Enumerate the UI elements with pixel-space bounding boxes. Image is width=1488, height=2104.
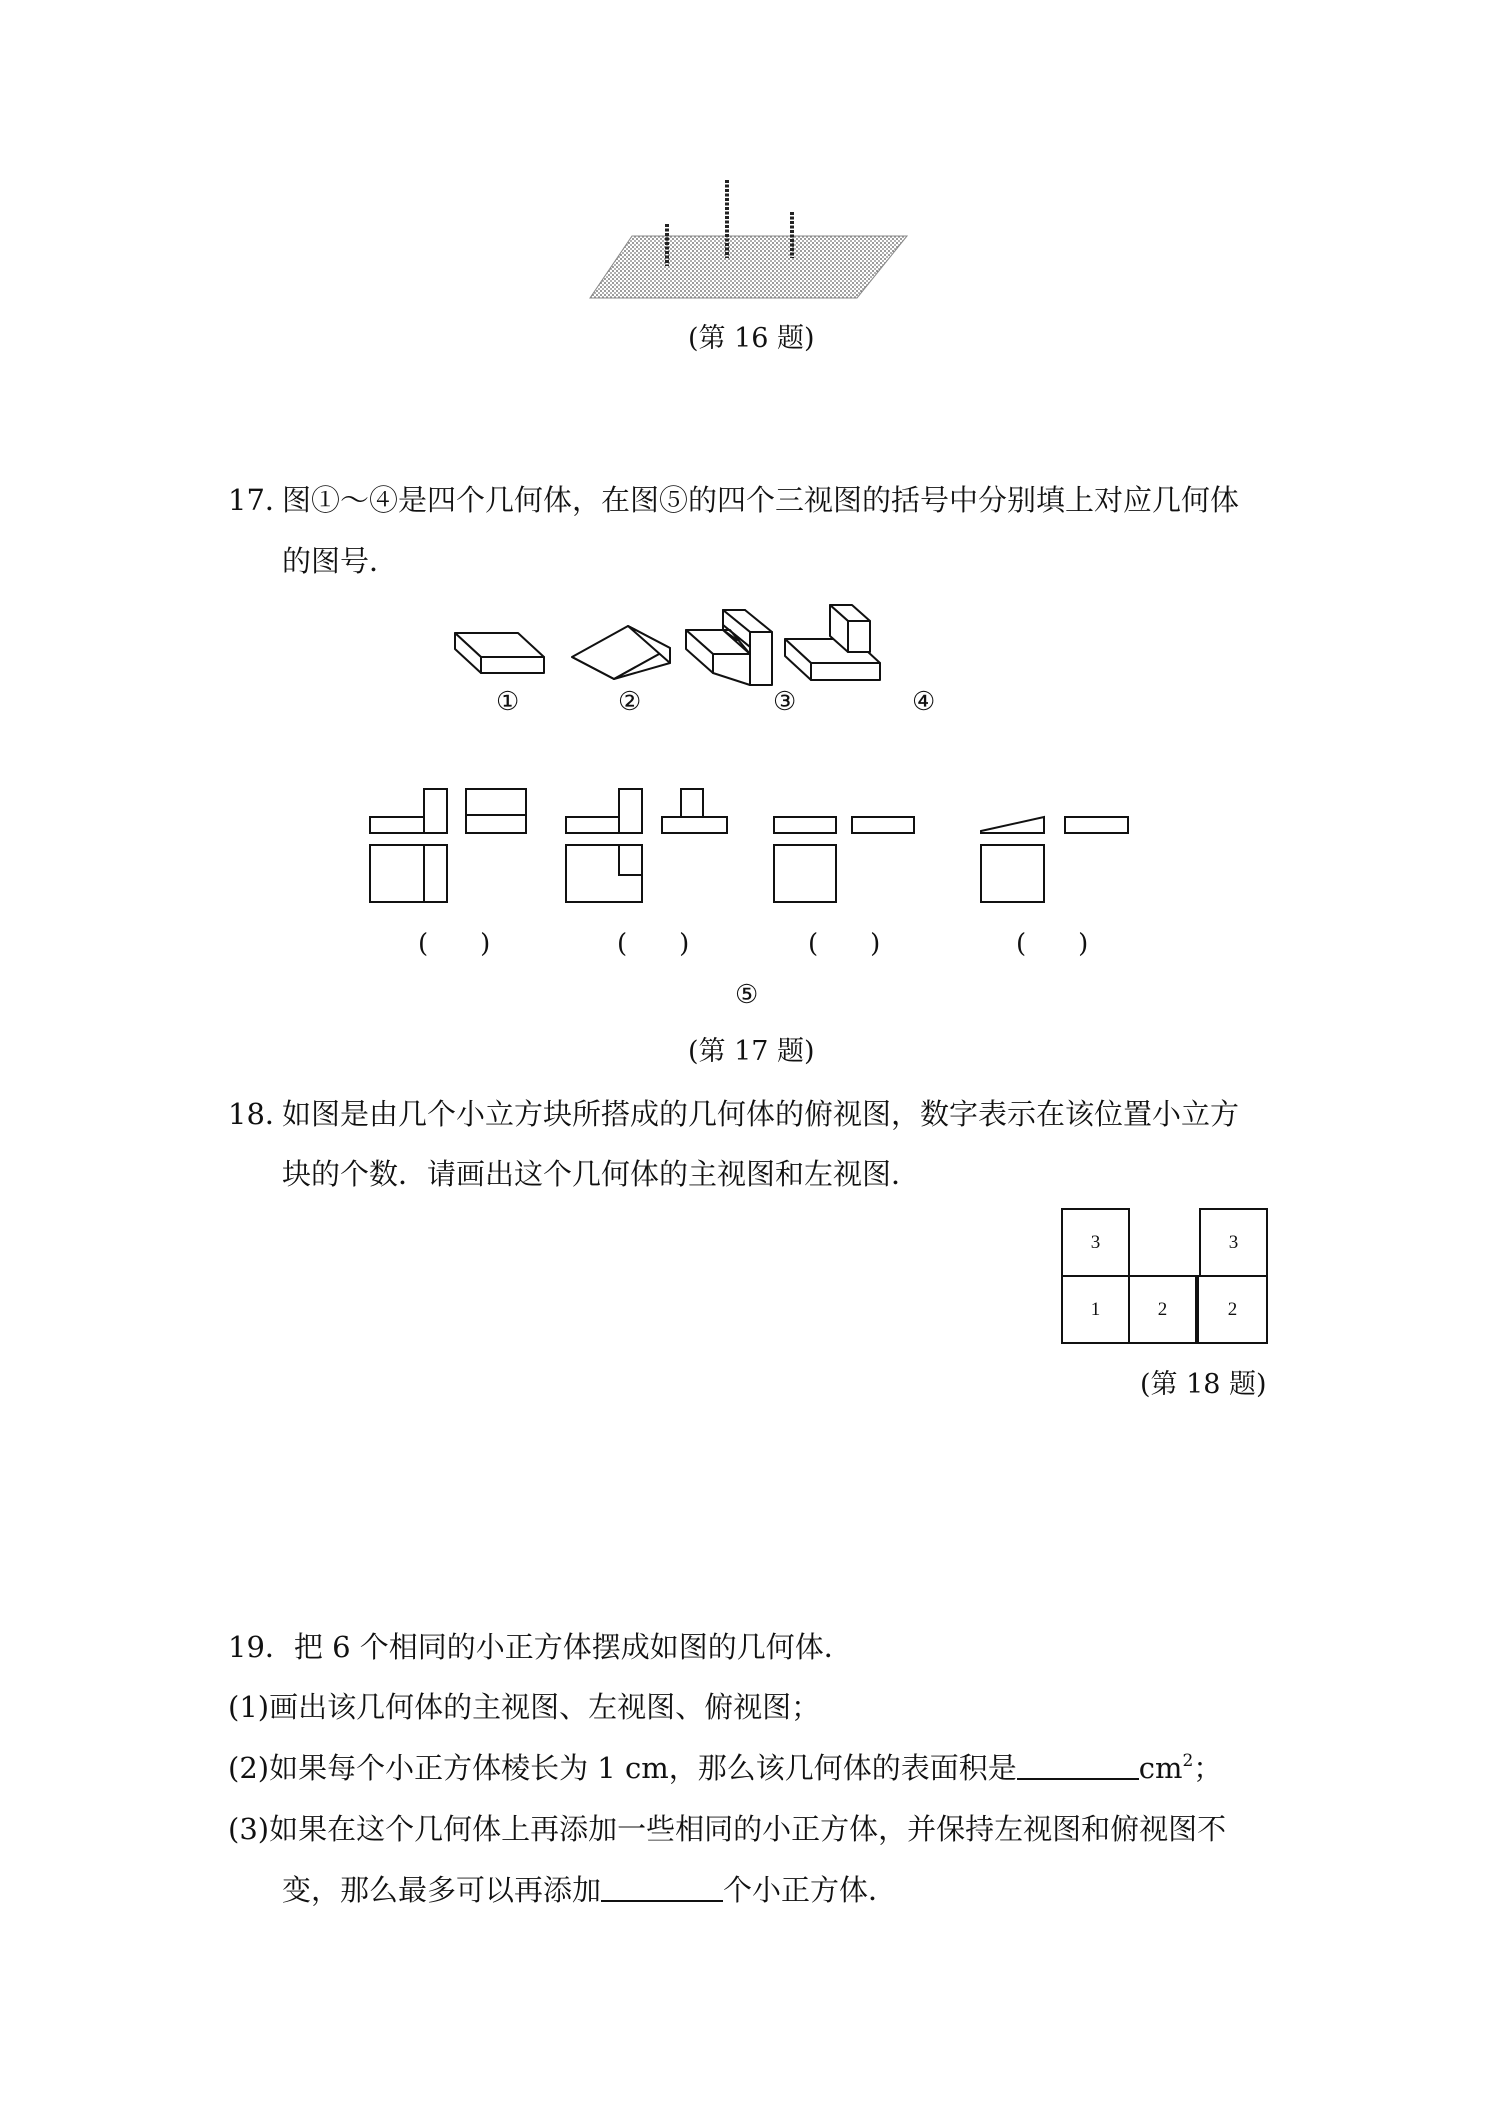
q17-solid-4-base-cube: [785, 605, 880, 680]
q19-part3-text: 变，那么最多可以再添加: [282, 1873, 602, 1907]
q16-figure: [580, 170, 920, 310]
q17-solid-3-l-shape: [686, 610, 772, 685]
q19-part2-text: (2)如果每个小正方体棱长为 1 cm，那么该几何体的表面积是: [228, 1751, 1017, 1785]
q18-number: 18．: [228, 1097, 294, 1131]
q17-paren-3: ( ): [808, 929, 881, 959]
q17-view-set-c: [774, 817, 914, 902]
q17-solids: [440, 585, 1000, 685]
q17-view-set-b: [566, 789, 727, 902]
q19-line0: 19．把 6 个相同的小正方体摆成如图的几何体．: [228, 1630, 853, 1664]
q17-solid-label-1: ①: [496, 687, 520, 717]
q17-solid-label-2: ②: [618, 687, 642, 717]
q19-part2-end: ；: [1193, 1751, 1223, 1785]
q17-solid-label-4: ④: [912, 687, 936, 717]
q18-cell-top-middle: [1130, 1208, 1199, 1277]
q17-paren-4: ( ): [1016, 929, 1089, 959]
q19-part2: [228, 1751, 1223, 1785]
q19-part3-line2: [282, 1873, 898, 1907]
q19-part2-unit-exponent: 2: [1182, 1751, 1194, 1771]
q18-cell-bottom-left: 1: [1061, 1275, 1130, 1344]
q17-line1: 图①～④是四个几何体，在图⑤的四个三视图的括号中分别填上对应几何体: [282, 483, 1240, 517]
q19-part3-line1: (3)如果在这个几何体上再添加一些相同的小正方体，并保持左视图和俯视图不: [228, 1812, 1227, 1846]
q18-cell-top-right: 3: [1199, 1208, 1268, 1277]
q19-part3-answer-blank[interactable]: [601, 1876, 723, 1902]
q17-three-views: [360, 775, 1140, 915]
q17-paren-2: ( ): [617, 929, 690, 959]
q17-paren-1: ( ): [418, 929, 491, 959]
q19-part2-answer-blank[interactable]: [1017, 1754, 1139, 1780]
q18-cell-bottom-right: 2: [1197, 1275, 1268, 1344]
q16-caption: (第 16 题): [688, 323, 815, 354]
q17-solid-2-wedge: [572, 626, 670, 679]
q19-part3-end: 个小正方体．: [723, 1873, 898, 1907]
q18-line1: 如图是由几个小立方块所搭成的几何体的俯视图，数字表示在该位置小立方: [282, 1097, 1240, 1131]
q18-top-view-grid: [1061, 1208, 1268, 1346]
q17-solid-1-flat-box: [455, 633, 544, 673]
q17-line2: 的图号．: [282, 544, 399, 578]
q17-caption: (第 17 题): [688, 1036, 815, 1067]
q17-solid-label-3: ③: [773, 687, 797, 717]
q18-cell-bottom-middle: 2: [1128, 1275, 1197, 1344]
q17-number: 17．: [228, 483, 294, 517]
q18-caption: (第 18 题): [1140, 1369, 1267, 1400]
q17-view-set-d: [981, 817, 1128, 902]
q19-part2-unit: cm: [1138, 1751, 1183, 1785]
q16-ground-plane: [590, 236, 907, 298]
q17-view-set-a: [370, 789, 526, 902]
q18-line2: 块的个数．请画出这个几何体的主视图和左视图．: [282, 1157, 921, 1191]
q17-view-label: ⑤: [735, 980, 759, 1010]
q18-cell-top-left: 3: [1061, 1208, 1130, 1277]
q19-part1: (1)画出该几何体的主视图、左视图、俯视图；: [228, 1690, 821, 1724]
